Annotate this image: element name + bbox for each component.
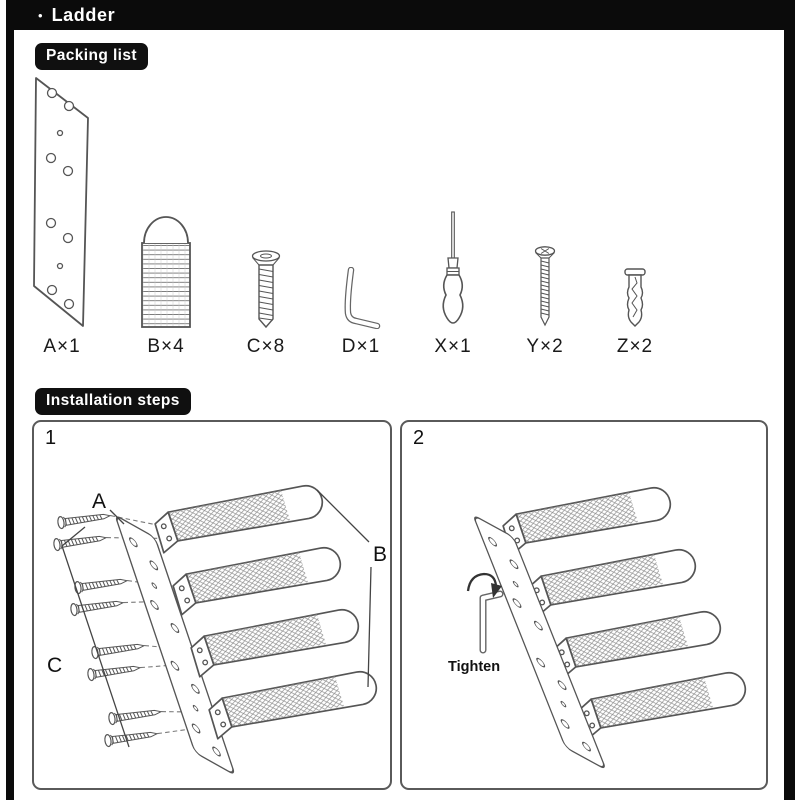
packing-item-label: C×8 [246,336,286,357]
step-1-panel [32,420,392,790]
packing-item-label: Z×2 [616,336,654,357]
title-bar [6,0,795,30]
packing-item-x [403,70,503,358]
tighten-label: Tighten [448,659,501,675]
packing-item-y [495,70,595,358]
packing-item-d [311,70,411,358]
callout-plate: A [92,490,107,513]
callout-treads: B [373,543,388,566]
packing-list-heading: Packing list [35,43,148,70]
packing-item-label: B×4 [147,336,185,357]
wood-screw-icon [532,245,558,329]
step-number: 2 [413,427,425,449]
callout-screws: C [47,654,63,677]
packing-item-label: X×1 [434,336,472,357]
wall-anchor-icon [621,267,649,329]
packing-item-a [12,70,112,358]
packing-item-b [116,70,216,358]
packing-item-z [585,70,685,358]
assembled-ladder-illustration [402,422,766,788]
step-number: 1 [45,427,57,449]
manual-page [6,30,795,800]
exploded-ladder-illustration [34,422,390,788]
packing-item-c [216,70,316,358]
page-title: Ladder [51,4,116,25]
allen-key-icon [483,594,500,650]
bullet-icon: • [38,7,43,23]
bolt-icon [245,249,287,329]
step-icon [140,211,192,329]
screwdriver-icon [438,209,468,329]
packing-item-label: Y×2 [526,336,564,357]
installation-steps-heading: Installation steps [35,388,191,415]
packing-item-label: D×1 [341,336,381,357]
packing-item-label: A×1 [43,336,81,357]
allen-key-icon [339,267,383,329]
step-2-panel [400,420,768,790]
plate-icon [33,74,91,329]
